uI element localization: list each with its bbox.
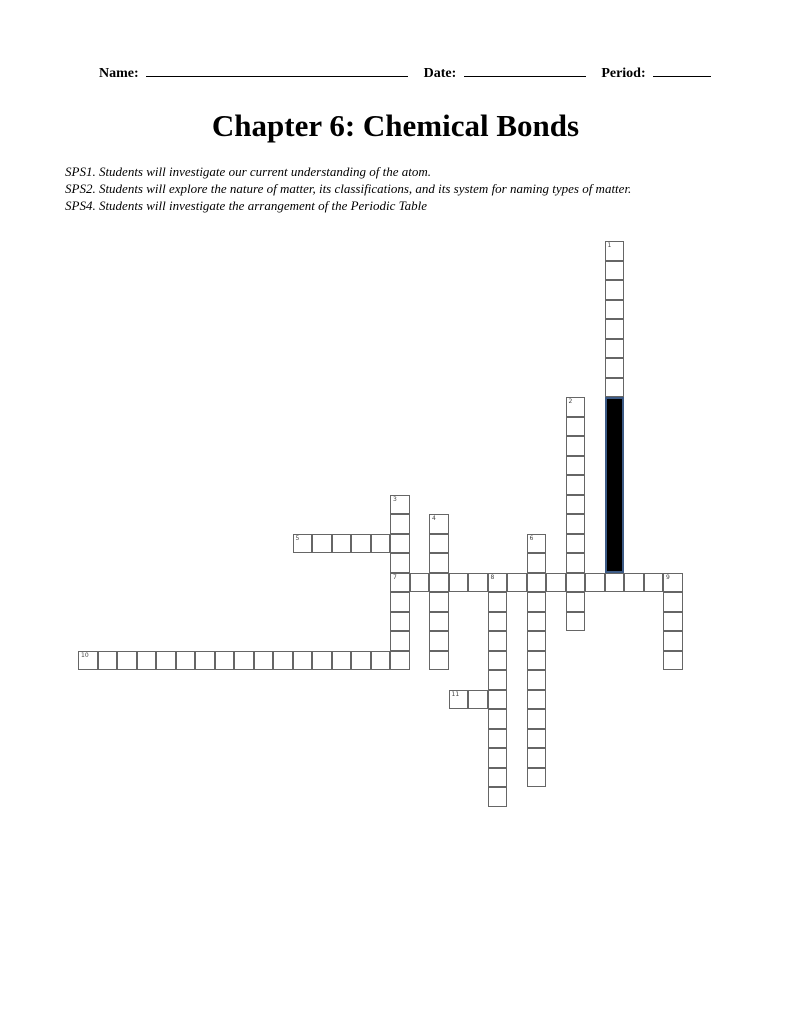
clue-number: 3 [393,495,397,503]
crossword-cell[interactable] [293,651,313,671]
crossword-cell[interactable] [488,670,508,690]
crossword-cell[interactable] [546,573,566,593]
crossword-cell[interactable] [390,534,410,554]
crossword-cell[interactable] [527,631,547,651]
clue-number: 5 [295,534,300,542]
clue-number: 6 [529,534,534,542]
clue-number: 8 [490,573,495,581]
crossword-cell[interactable] [624,573,644,593]
clue-number: 10 [81,651,89,659]
crossword-cell[interactable] [527,768,547,788]
crossword-cell[interactable] [390,651,410,671]
crossword-cell[interactable] [371,534,391,554]
crossword-cell[interactable] [488,573,508,593]
crossword-cell[interactable] [117,651,137,671]
crossword-cell[interactable] [527,670,547,690]
crossword-cell[interactable] [507,573,527,593]
period-label: Period: [601,66,646,81]
crossword-cell[interactable] [156,651,176,671]
crossword-cell[interactable] [390,612,410,632]
crossword-cell[interactable] [605,319,625,339]
page-title: Chapter 6: Chemical Bonds [211,108,580,143]
standard-sps2: SPS2. Students will explore the nature of matter, its classifications, and its system for naming types of matter. [65,181,632,196]
crossword-cell[interactable] [429,592,449,612]
crossword-cell[interactable] [488,592,508,612]
crossword-cell[interactable] [527,612,547,632]
crossword-cell[interactable] [429,514,449,534]
crossword-cell[interactable] [449,690,469,710]
crossword-cell[interactable] [351,651,371,671]
crossword-cell[interactable] [605,378,625,398]
crossword-cell[interactable] [78,651,98,671]
crossword-cell[interactable] [566,456,586,476]
crossword-cell[interactable] [527,748,547,768]
standard-sps1: SPS1. Students will investigate our current understanding of the atom. [65,164,432,179]
crossword-cell[interactable] [605,358,625,378]
crossword-cell[interactable] [488,612,508,632]
crossword-cell[interactable] [195,651,215,671]
crossword-cell[interactable] [527,651,547,671]
crossword-cell[interactable] [390,573,410,593]
crossword-cell[interactable] [98,651,118,671]
crossword-cell[interactable] [605,280,625,300]
crossword-cell[interactable] [488,690,508,710]
crossword-cell[interactable] [605,241,625,261]
crossword-cell[interactable] [566,514,586,534]
crossword-cell[interactable] [566,573,586,593]
crossword-cell[interactable] [351,534,371,554]
clue-number: 1 [607,242,612,249]
crossword-cell[interactable] [527,709,547,729]
crossword-cell[interactable] [566,397,586,417]
crossword-cell[interactable] [566,612,586,632]
crossword-cell[interactable] [429,612,449,632]
crossword-cell[interactable] [429,651,449,671]
crossword-cell[interactable] [390,592,410,612]
crossword-cell[interactable] [663,592,683,612]
crossword-cell[interactable] [488,651,508,671]
crossword-cell[interactable] [293,534,313,554]
crossword-cell[interactable] [605,339,625,359]
clue-number: 9 [666,573,670,581]
crossword-cell[interactable] [488,787,508,807]
crossword-cell[interactable] [585,573,605,593]
crossword-cell[interactable] [566,417,586,437]
crossword-cell[interactable] [566,495,586,515]
crossword-cell[interactable] [254,651,274,671]
crossword-cell[interactable] [332,534,352,554]
crossword-cell[interactable] [566,553,586,573]
crossword-cell[interactable] [390,495,410,515]
crossword-cell[interactable] [390,631,410,651]
crossword-cell[interactable] [429,631,449,651]
crossword-cell[interactable] [488,631,508,651]
selected-cells-highlight[interactable] [605,397,625,573]
crossword-cell[interactable] [663,573,683,593]
clue-number: 4 [432,515,436,522]
crossword-cell[interactable] [332,651,352,671]
crossword-cell[interactable] [527,729,547,749]
crossword-cell[interactable] [663,651,683,671]
crossword-cell[interactable] [663,612,683,632]
crossword-cell[interactable] [527,553,547,573]
crossword-cell[interactable] [176,651,196,671]
crossword-cell[interactable] [429,553,449,573]
crossword-cell[interactable] [429,573,449,593]
standard-sps4: SPS4. Students will investigate the arrangement of the Periodic Table [65,198,428,213]
crossword-cell[interactable] [312,534,332,554]
crossword-cell[interactable] [527,690,547,710]
crossword-cell[interactable] [390,514,410,534]
crossword-cell[interactable] [566,436,586,456]
clue-number: 11 [451,690,460,698]
crossword-cell[interactable] [468,573,488,593]
crossword-cell[interactable] [566,592,586,612]
crossword-cell[interactable] [644,573,664,593]
crossword-cell[interactable] [488,709,508,729]
crossword-cell[interactable] [566,475,586,495]
crossword-cell[interactable] [488,768,508,788]
date-label: Date: [423,66,457,81]
crossword-cell[interactable] [449,573,469,593]
crossword-cell[interactable] [273,651,293,671]
crossword-cell[interactable] [137,651,157,671]
crossword-cell[interactable] [566,534,586,554]
crossword-cell[interactable] [312,651,332,671]
crossword-cell[interactable] [527,534,547,554]
crossword-cell[interactable] [468,690,488,710]
crossword-cell[interactable] [410,573,430,593]
crossword-cell[interactable] [390,553,410,573]
crossword-cell[interactable] [663,631,683,651]
crossword-cell[interactable] [605,261,625,281]
name-label: Name: [99,66,139,81]
clue-number: 2 [568,398,573,405]
crossword-cell[interactable] [488,729,508,749]
crossword-cell[interactable] [429,534,449,554]
crossword-cell[interactable] [215,651,235,671]
crossword-cell[interactable] [605,300,625,320]
crossword-cell[interactable] [527,573,547,593]
crossword-cell[interactable] [527,592,547,612]
crossword-cell[interactable] [488,748,508,768]
crossword-cell[interactable] [234,651,254,671]
crossword-cell[interactable] [371,651,391,671]
clue-number: 7 [393,573,397,581]
crossword-cell[interactable] [605,573,625,593]
